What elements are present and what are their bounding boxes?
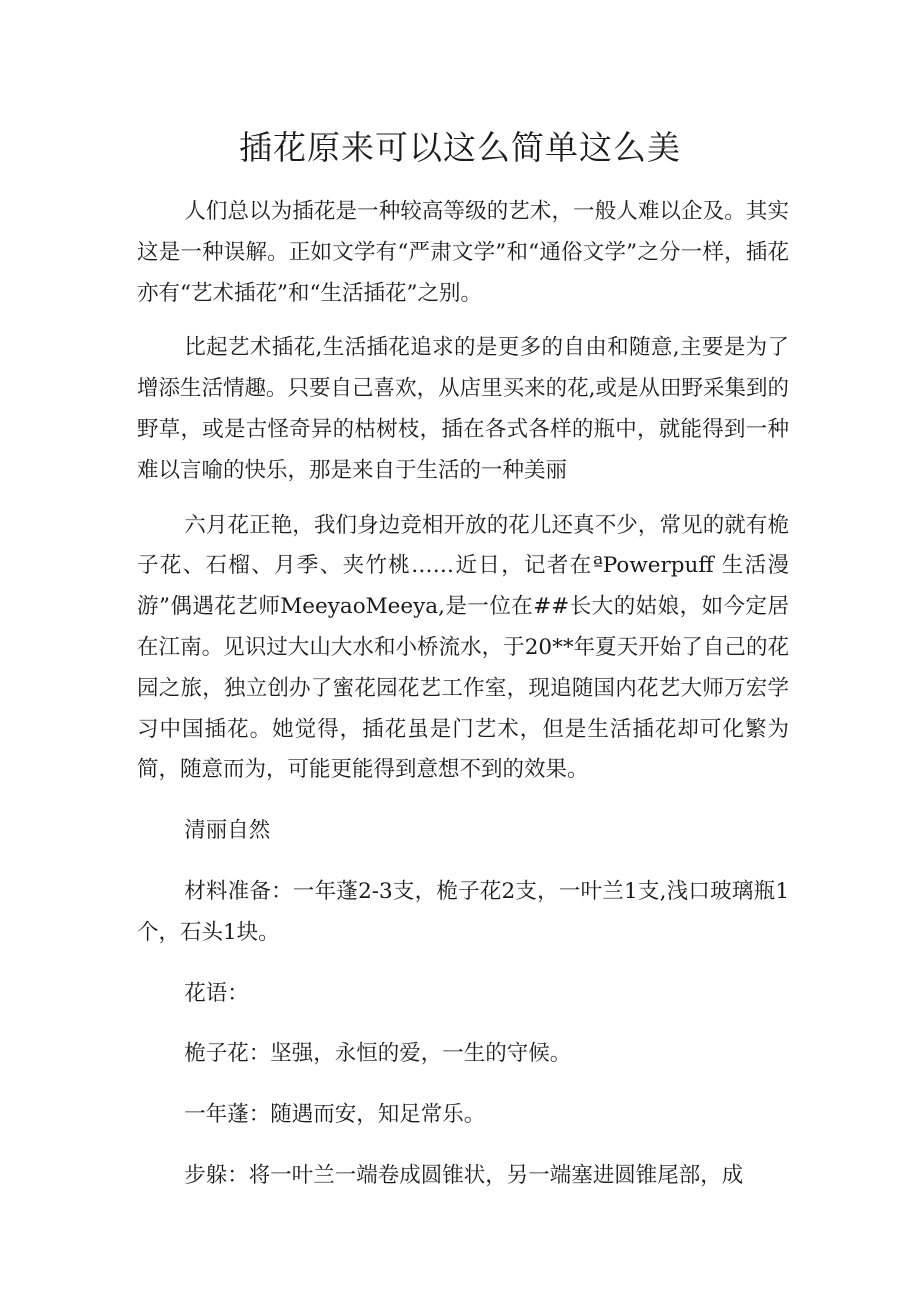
paragraph-steps: 步躲：将一叶兰一端卷成圆锥状，另一端塞进圆锥尾部，成 xyxy=(184,1162,744,1188)
paragraph-intro: 人们总以为插花是一种较高等级的艺术，一般人难以企及。其实这是一种误解。正如文学有“严肃文学”和“通俗文学”之分一样，插花亦有“艺术插花”和“生活插花”之别。 xyxy=(137,199,789,306)
document-body xyxy=(137,192,789,1211)
paragraph-materials: 材料准备：一年蓬2-3支，桅子花2支，一叶兰1支,浅口玻璃瓶1个，石头1块。 xyxy=(137,878,789,945)
paragraph-june-flowers: 六月花正艳，我们身边竞相开放的花儿还真不少，常见的就有桅子花、石榴、月季、夹竹桃……近日，记者在ªPowerpuff 生活漫游”偶遇花艺师MeeyaoMeeya,是一位在##长大的姑娘，如今定居在江南。见识过大山大水和小桥流水，于20**年夏天开始了自己的花园之旅，独立创办了蜜花园花艺工作室，现追随国内花艺大师万宏学习中国插花。她觉得，插花虽是门艺术，但是生活插花却可化繁为简，随意而为，可能更能得到意想不到的效果。 xyxy=(137,512,789,783)
paragraph-fleabane-meaning: 一年蓬：随遇而安，知足常乐。 xyxy=(184,1102,486,1128)
paragraph-gardenia-meaning: 桅子花：坚强，永恒的爱，一生的守候。 xyxy=(184,1041,572,1067)
section-heading: 清丽自然 xyxy=(184,818,271,844)
document-title: 插花原来可以这么简单这么美 xyxy=(239,128,681,167)
paragraph-flower-language-label: 花语： xyxy=(184,980,249,1006)
paragraph-life-arrangement: 比起艺术插花,生活插花追求的是更多的自由和随意,主要是为了增添生活情趣。只要自己喜欢，从店里买来的花,或是从田野采集到的野草，或是古怪奇异的枯树枝，插在各式各样的瓶中，就能得到一种难以言喻的快乐，那是来自于生活的一种美丽 xyxy=(137,335,789,483)
